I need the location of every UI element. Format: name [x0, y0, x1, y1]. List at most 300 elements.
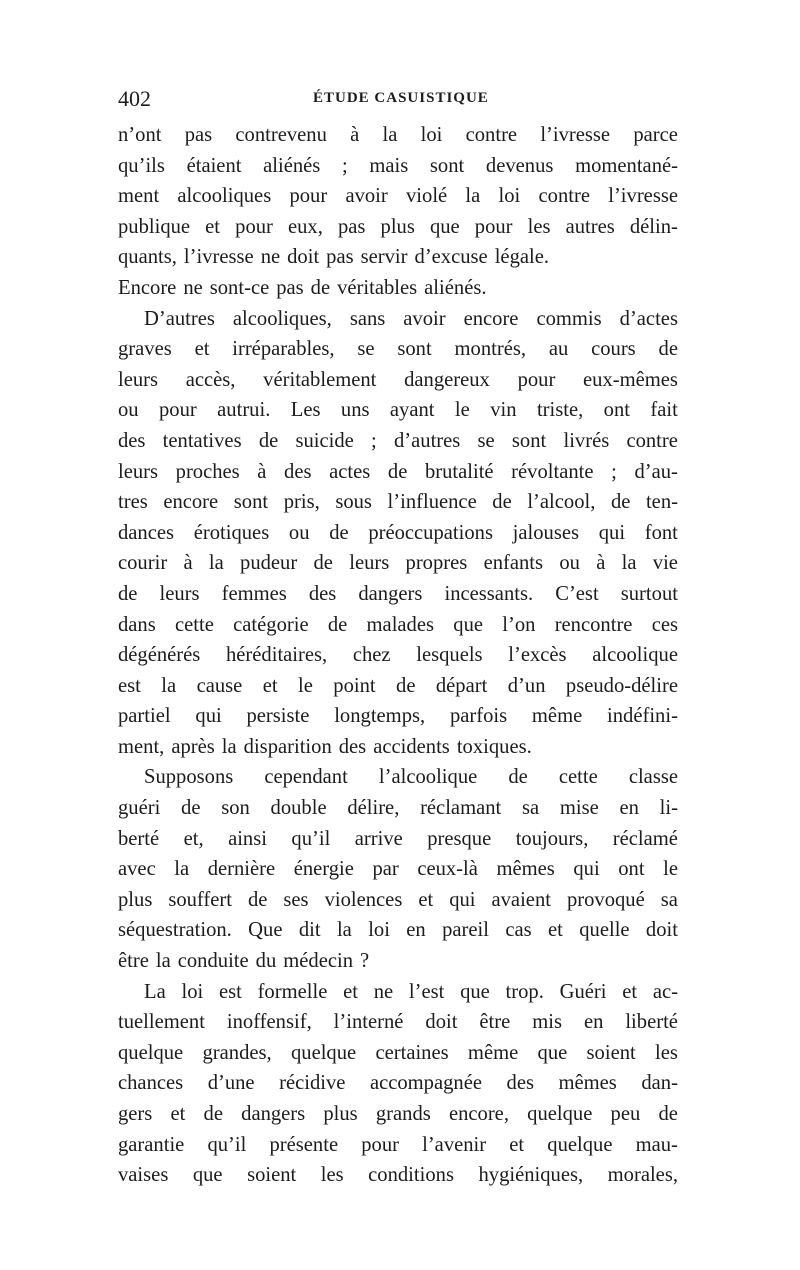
- word: servir: [360, 246, 408, 269]
- word: encore,: [448, 1103, 509, 1125]
- word: pris,: [283, 491, 320, 514]
- word: l’alcool,: [527, 491, 596, 514]
- text-line: [118, 671, 678, 702]
- word: au: [548, 338, 569, 361]
- word: en: [583, 1011, 604, 1034]
- word: commis: [536, 307, 602, 330]
- text-line: [118, 334, 678, 365]
- word: leurs: [118, 368, 159, 391]
- word: sont-ce: [209, 276, 270, 299]
- word: de: [658, 338, 678, 361]
- word: ces: [651, 613, 678, 636]
- word: avoir: [403, 307, 446, 330]
- word: à: [350, 124, 360, 146]
- word: départ: [435, 674, 488, 697]
- word: liberté: [625, 1011, 678, 1034]
- text-line: [118, 273, 678, 304]
- word: l’est: [408, 980, 445, 1003]
- word: étaient: [186, 154, 242, 177]
- text-line: [118, 181, 678, 212]
- word: préoccupations: [368, 521, 493, 544]
- word: pas: [276, 276, 304, 299]
- word: persiste: [246, 705, 310, 728]
- word: et: [418, 888, 434, 911]
- word: la: [155, 950, 171, 973]
- word: la: [174, 858, 190, 881]
- word: leurs: [118, 460, 159, 483]
- word: l’ivresse: [608, 185, 678, 208]
- word: gers: [118, 1103, 153, 1125]
- word: contre: [465, 124, 518, 146]
- word: pour: [361, 1133, 399, 1156]
- word: doit: [645, 919, 678, 942]
- word: ou: [118, 399, 139, 422]
- word: dit: [298, 919, 321, 942]
- word: ont: [618, 858, 645, 881]
- word: ;: [611, 460, 617, 483]
- word: délire,: [347, 797, 400, 820]
- word: certaines: [375, 1041, 449, 1064]
- word: formelle: [257, 980, 328, 1003]
- word: garantie: [118, 1133, 185, 1156]
- word: quelle: [579, 919, 630, 942]
- word: ses: [283, 888, 309, 911]
- word: l’on: [502, 613, 536, 636]
- word: point: [333, 674, 376, 697]
- word: loi: [498, 185, 521, 208]
- word: est: [218, 980, 242, 1003]
- word: cause: [196, 674, 243, 697]
- word: ou: [559, 552, 580, 575]
- word: la: [382, 124, 398, 146]
- word: l’excès: [508, 644, 567, 667]
- word: parfois: [449, 705, 508, 728]
- text-line: [118, 487, 678, 518]
- word: vaises: [118, 1164, 169, 1187]
- word: ne: [373, 980, 394, 1003]
- word: en: [619, 797, 639, 820]
- word: autres: [565, 215, 615, 238]
- text-line: [118, 1099, 678, 1130]
- word: souffert: [168, 888, 232, 911]
- word: enfants: [483, 552, 544, 575]
- word: mais: [369, 154, 409, 177]
- word: parce: [633, 124, 678, 146]
- word: encore: [163, 491, 219, 514]
- word: Encore: [118, 276, 177, 299]
- word: son: [221, 797, 250, 820]
- word: sont: [397, 338, 432, 361]
- word: séquestration.: [118, 919, 232, 942]
- word: peu: [610, 1103, 641, 1125]
- word: loi: [420, 124, 443, 146]
- word: accompagnée: [369, 1072, 482, 1095]
- word: contrevenu: [235, 124, 327, 146]
- word: classe: [628, 766, 678, 789]
- word: rencontre: [554, 613, 633, 636]
- word: incessants.: [444, 582, 534, 605]
- text-line: [118, 915, 678, 946]
- word: la: [336, 919, 352, 942]
- word: cas: [505, 919, 532, 942]
- word: hygiéniques,: [478, 1164, 584, 1187]
- word: contre: [538, 185, 590, 208]
- word: être: [479, 1011, 511, 1034]
- word: qu’il: [207, 1133, 247, 1156]
- word: véritables: [337, 276, 418, 299]
- text-line: [118, 885, 678, 916]
- word: sont: [429, 154, 465, 177]
- word: dernière: [207, 858, 276, 881]
- word: des: [308, 582, 337, 605]
- word: en: [406, 919, 426, 942]
- word: être: [118, 950, 149, 973]
- text-line: [118, 1160, 678, 1191]
- word: dan-: [641, 1072, 678, 1095]
- word: ten-: [645, 491, 678, 514]
- word: que: [460, 980, 490, 1003]
- word: pas: [184, 124, 213, 146]
- word: toxiques.: [456, 735, 532, 758]
- word: montrés,: [454, 338, 527, 361]
- word: à: [257, 460, 267, 483]
- word: de: [203, 1103, 223, 1125]
- word: se: [477, 429, 495, 452]
- word: après: [171, 735, 215, 758]
- word: les: [655, 1041, 678, 1064]
- text-line: [118, 793, 678, 824]
- word: ;: [371, 429, 377, 452]
- word: li-: [659, 797, 678, 820]
- word: sous: [335, 491, 372, 514]
- word: guéri: [118, 797, 161, 820]
- word: qu’ils: [118, 154, 165, 177]
- text-line: [118, 1068, 678, 1099]
- word: tentatives: [162, 429, 242, 452]
- word: violences: [324, 888, 403, 911]
- word: suicide: [295, 429, 354, 452]
- word: devenus: [485, 154, 554, 177]
- word: qui: [449, 888, 476, 911]
- word: la: [621, 552, 637, 575]
- word: alcooliques: [177, 185, 272, 208]
- word: et: [622, 980, 638, 1003]
- word: conditions: [368, 1164, 454, 1187]
- word: le: [454, 399, 470, 422]
- word: de: [310, 276, 331, 299]
- word: catégorie: [233, 613, 309, 636]
- word: se: [357, 338, 375, 361]
- word: dances: [118, 521, 175, 544]
- word: des: [118, 429, 146, 452]
- word: les: [320, 1164, 344, 1187]
- word: du: [255, 950, 277, 973]
- word: de: [247, 888, 268, 911]
- word: la: [208, 552, 224, 575]
- word: cette: [558, 766, 598, 789]
- word: pour: [235, 215, 273, 238]
- word: véritablement: [263, 368, 377, 391]
- word: quelque: [290, 1041, 357, 1064]
- word: grandes,: [202, 1041, 272, 1064]
- word: La: [144, 980, 166, 1003]
- word: actes: [329, 460, 371, 483]
- word: ment: [118, 185, 160, 208]
- word: brutalité: [424, 460, 494, 483]
- word: chances: [118, 1072, 184, 1095]
- word: sont: [233, 491, 269, 514]
- word: de: [329, 521, 349, 544]
- word: héréditaires,: [225, 644, 328, 667]
- word: dangers: [358, 582, 423, 605]
- word: même: [467, 1041, 519, 1064]
- word: et: [262, 674, 278, 697]
- word: ;: [341, 154, 348, 177]
- word: Guéri: [559, 980, 607, 1003]
- word: de: [492, 491, 512, 514]
- word: dégénérés: [118, 644, 201, 667]
- text-line: [118, 426, 678, 457]
- word: ainsi: [228, 827, 267, 850]
- text-line: [118, 854, 678, 885]
- word: délin-: [629, 215, 678, 238]
- running-title: ÉTUDE CASUISTIQUE: [313, 90, 489, 106]
- word: des: [338, 735, 367, 758]
- word: pour: [289, 185, 328, 208]
- word: vie: [652, 552, 678, 575]
- word: qui: [598, 521, 626, 544]
- word: ayant: [389, 399, 435, 422]
- text-line: [118, 548, 678, 579]
- word: accidents: [373, 735, 450, 758]
- word: cependant: [264, 766, 348, 789]
- word: violé: [406, 185, 448, 208]
- word: eux,: [287, 215, 323, 238]
- word: loi: [368, 919, 390, 942]
- word: médecin: [283, 950, 354, 973]
- word: lesquels: [416, 644, 483, 667]
- word: de: [181, 797, 201, 820]
- word: quants,: [118, 246, 177, 269]
- word: sans: [349, 307, 386, 330]
- word: la: [221, 735, 237, 758]
- word: mêmes: [496, 858, 555, 881]
- word: loi: [181, 980, 204, 1003]
- word: ont: [603, 399, 630, 422]
- word: sa: [521, 797, 540, 820]
- word: momentané-: [575, 154, 678, 177]
- word: aliénés: [263, 154, 321, 177]
- word: présente: [269, 1133, 339, 1156]
- word: qui: [573, 858, 600, 881]
- word: font: [644, 521, 678, 544]
- word: eux-mêmes: [583, 368, 678, 391]
- word: presque: [427, 827, 492, 850]
- word: avaient: [491, 888, 551, 911]
- word: plus: [323, 1103, 358, 1125]
- word: mis: [532, 1011, 562, 1034]
- word: Les: [290, 399, 321, 422]
- word: de: [396, 674, 416, 697]
- word: d’un: [507, 674, 546, 697]
- page-number: 402: [118, 86, 151, 111]
- word: ceux-là: [417, 858, 478, 881]
- word: surtout: [620, 582, 678, 605]
- word: leurs: [349, 552, 390, 575]
- word: et,: [183, 827, 204, 850]
- word: d’actes: [619, 307, 678, 330]
- word: par: [372, 858, 399, 881]
- word: sont: [511, 429, 547, 452]
- word: pseudo-délire: [565, 674, 678, 697]
- word: C’est: [555, 582, 599, 605]
- word: malades: [366, 613, 435, 636]
- word: d’une: [207, 1072, 255, 1095]
- word: ac-: [652, 980, 678, 1003]
- text-line: [118, 1130, 678, 1161]
- word: soient: [586, 1041, 636, 1064]
- text-line: [118, 212, 678, 243]
- text-line: [118, 946, 678, 977]
- word: de: [118, 582, 138, 605]
- word: de: [610, 491, 631, 514]
- word: la: [465, 185, 481, 208]
- word: à: [596, 552, 606, 575]
- word: indéfini-: [607, 705, 678, 728]
- word: quelque: [547, 1133, 613, 1156]
- word: alcooliques,: [232, 307, 332, 330]
- word: l’alcoolique: [378, 766, 478, 789]
- word: doit: [425, 1011, 458, 1034]
- word: dangereux: [404, 368, 490, 391]
- word: le: [663, 858, 678, 881]
- word: triste,: [536, 399, 584, 422]
- text-line: [118, 304, 678, 335]
- word: D’autres: [144, 307, 215, 330]
- word: avoir: [345, 185, 388, 208]
- word: fait: [650, 399, 678, 422]
- word: contre: [626, 429, 678, 452]
- word: vin: [490, 399, 517, 422]
- word: d’au-: [634, 460, 678, 483]
- word: d’autres: [393, 429, 461, 452]
- word: double: [270, 797, 327, 820]
- text-line: [118, 1007, 678, 1038]
- word: légale.: [494, 246, 550, 269]
- text-line: [118, 640, 678, 671]
- word: pour: [517, 368, 556, 391]
- word: graves: [118, 338, 172, 361]
- word: dans: [118, 613, 156, 636]
- word: que: [453, 613, 483, 636]
- text-line: [118, 395, 678, 426]
- word: proches: [175, 460, 240, 483]
- text-line: [118, 518, 678, 549]
- text-line: [118, 977, 678, 1008]
- word: de: [658, 1103, 678, 1125]
- word: de: [508, 766, 528, 789]
- word: que: [537, 1041, 568, 1064]
- word: livrés: [563, 429, 610, 452]
- word: l’interné: [333, 1011, 404, 1034]
- word: tres: [118, 491, 148, 514]
- word: la: [161, 674, 177, 697]
- text-line: [118, 610, 678, 641]
- word: que: [429, 215, 460, 238]
- word: est: [118, 674, 141, 697]
- text-line: [118, 732, 678, 763]
- word: irréparables,: [232, 338, 335, 361]
- word: pour: [159, 399, 197, 422]
- word: soient: [247, 1164, 297, 1187]
- word: sa: [660, 888, 678, 911]
- word: avec: [118, 858, 156, 881]
- word: Supposons: [144, 766, 234, 789]
- word: conduite: [177, 950, 249, 973]
- word: tuellement: [118, 1011, 205, 1034]
- word: uns: [340, 399, 370, 422]
- word: mêmes: [558, 1072, 617, 1095]
- word: accès,: [185, 368, 236, 391]
- word: plus: [118, 888, 153, 911]
- word: des: [284, 460, 312, 483]
- word: encore: [463, 307, 519, 330]
- word: courir: [118, 552, 168, 575]
- text-line: [118, 457, 678, 488]
- word: toujours,: [515, 827, 589, 850]
- word: publique: [118, 215, 191, 238]
- word: morales,: [607, 1164, 678, 1187]
- word: n’ont: [118, 124, 162, 146]
- body-text: [118, 120, 678, 1191]
- word: érotiques: [193, 521, 270, 544]
- word: propres: [405, 552, 468, 575]
- word: ?: [360, 950, 370, 973]
- word: l’ivresse: [540, 124, 611, 146]
- word: doit: [287, 246, 320, 269]
- word: d’excuse: [414, 246, 488, 269]
- word: jalouses: [512, 521, 580, 544]
- word: plus: [380, 215, 415, 238]
- word: mau-: [635, 1133, 678, 1156]
- word: trop.: [505, 980, 544, 1003]
- word: disparition: [243, 735, 332, 758]
- word: les: [527, 215, 551, 238]
- word: l’ivresse: [183, 246, 254, 269]
- text-line: [118, 242, 678, 273]
- word: partiel: [118, 705, 171, 728]
- word: de: [258, 429, 279, 452]
- word: pas: [337, 215, 366, 238]
- word: récidive: [279, 1072, 346, 1095]
- word: mise: [559, 797, 599, 820]
- text-line: [118, 365, 678, 396]
- word: leurs: [159, 582, 200, 605]
- word: aliénés.: [424, 276, 487, 299]
- word: dangers: [241, 1103, 306, 1125]
- word: le: [298, 674, 313, 697]
- word: à: [183, 552, 193, 575]
- word: réclamé: [612, 827, 678, 850]
- word: même: [531, 705, 583, 728]
- word: et: [170, 1103, 186, 1125]
- word: énergie: [293, 858, 354, 881]
- text-line: [118, 1038, 678, 1069]
- word: quelque: [527, 1103, 593, 1125]
- word: pour: [474, 215, 513, 238]
- word: autrui.: [217, 399, 271, 422]
- word: de: [313, 552, 333, 575]
